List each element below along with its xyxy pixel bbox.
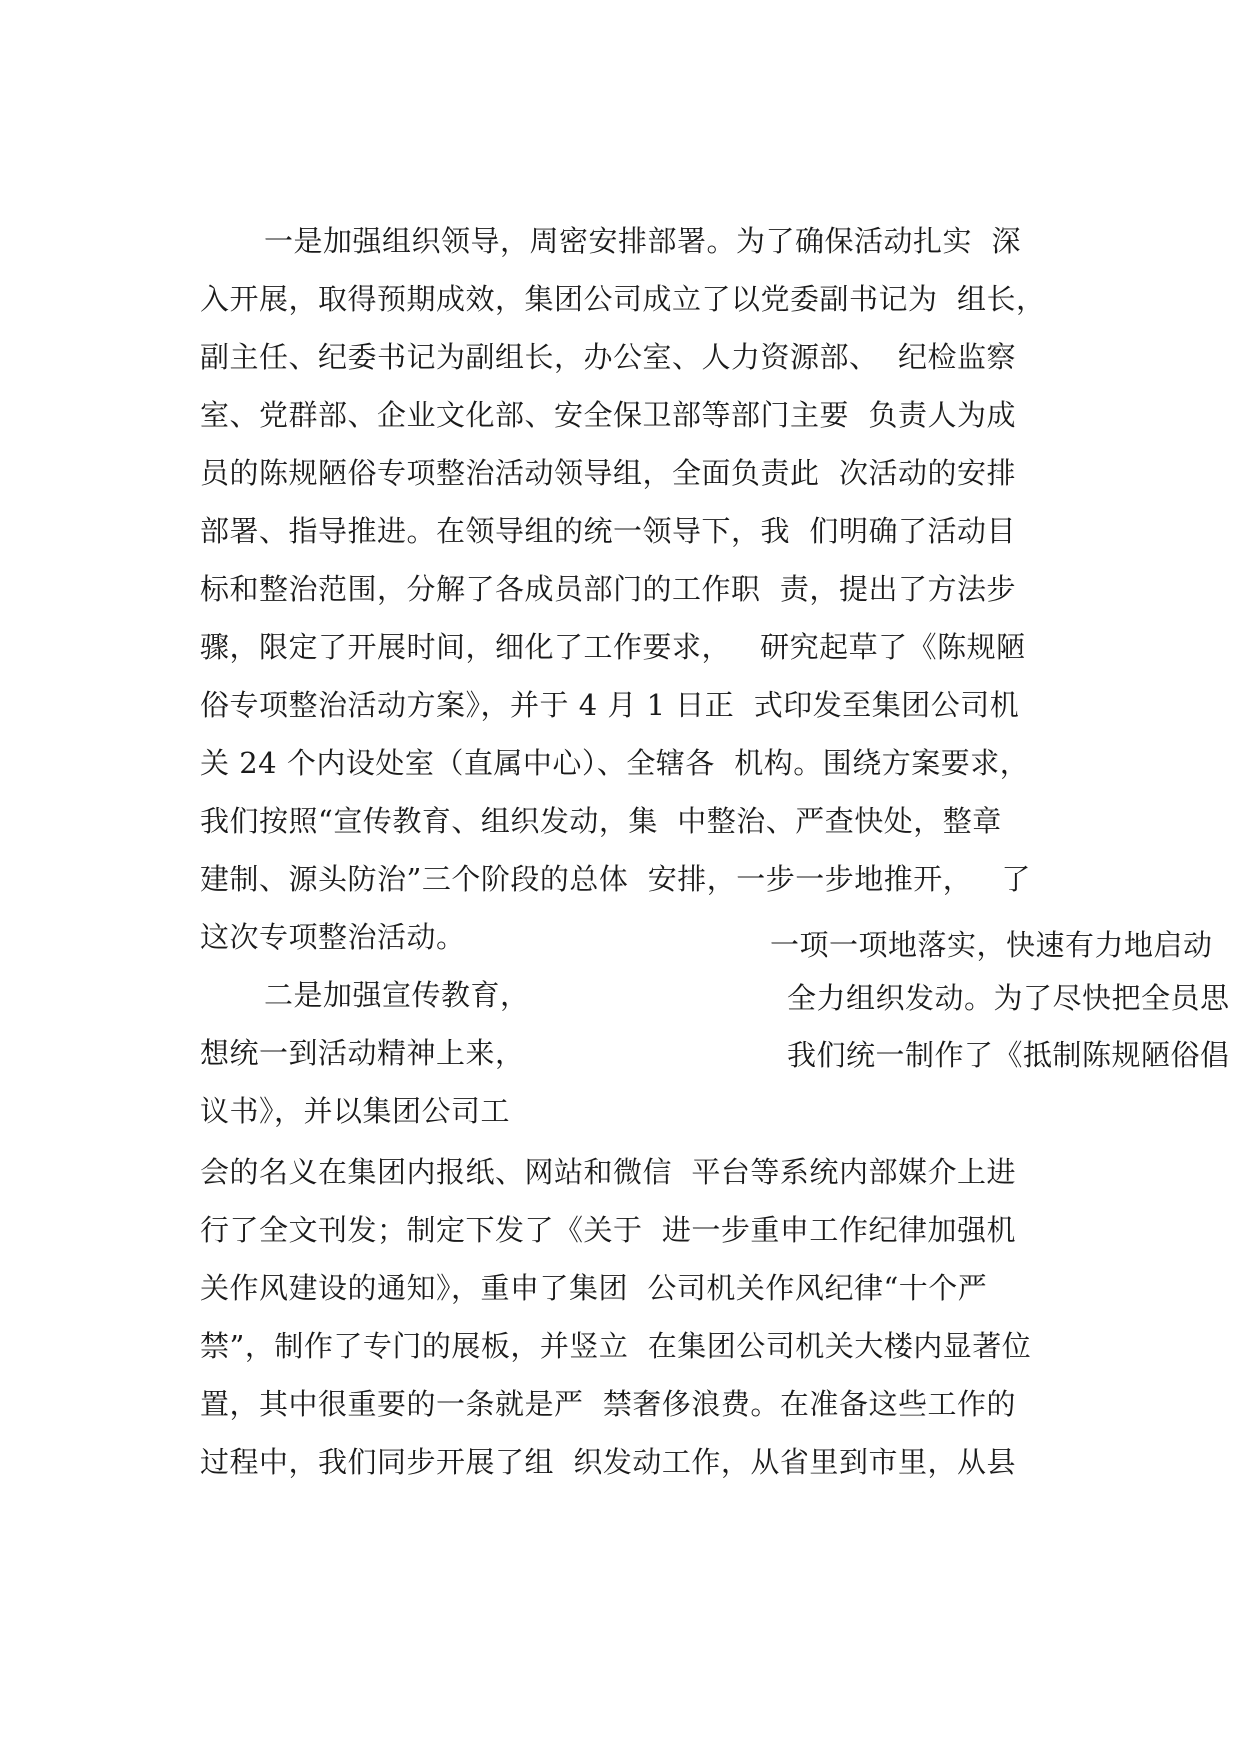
paragraph-2-line-3: 议书》，并以集团公司工 xyxy=(200,1094,511,1128)
paragraph-1-line-4: 室、党群部、企业文化部、安全保卫部等部门主要 负责人为成 xyxy=(200,398,1016,432)
paragraph-1-line-11: 我们按照“宣传教育、组织发动，集 中整治、严查快处，整章 xyxy=(200,804,1002,838)
right-fragment-line-3: 我们统一制作了《抵制陈规陋俗倡 xyxy=(787,1038,1230,1072)
right-fragment-line-1: 一项一项地落实，快速有力地启动 xyxy=(770,928,1213,962)
paragraph-1-line-9: 俗专项整治活动方案》，并于 4 月 1 日正 式印发至集团公司机 xyxy=(200,688,1020,722)
paragraph-1-line-6: 部署、指导推进。在领导组的统一领导下，我 们明确了活动目 xyxy=(200,514,1016,548)
paragraph-2-line-4: 会的名义在集团内报纸、网站和微信 平台等系统内部媒介上进 xyxy=(200,1155,1016,1189)
paragraph-1-line-3: 副主任、纪委书记为副组长，办公室、人力资源部、 纪检监察 xyxy=(200,340,1016,374)
paragraph-1-line-10: 关 24 个内设处室（直属中心）、全辖各 机构。围绕方案要求， xyxy=(200,746,1030,780)
paragraph-1-line-1: 一是加强组织领导，周密安排部署。为了确保活动扎实 深 xyxy=(264,224,1021,258)
paragraph-2-line-7: 禁”，制作了专门的展板，并竖立 在集团公司机关大楼内显著位 xyxy=(200,1329,1032,1363)
paragraph-2-line-1: 二是加强宣传教育， xyxy=(264,978,530,1012)
paragraph-2-line-2: 想统一到活动精神上来， xyxy=(200,1036,525,1070)
paragraph-2-line-8: 置，其中很重要的一条就是严 禁奢侈浪费。在准备这些工作的 xyxy=(200,1387,1016,1421)
paragraph-1-line-8: 骤，限定了开展时间，细化了工作要求， 研究起草了《陈规陋 xyxy=(200,630,1026,664)
paragraph-1-line-13: 这次专项整治活动。 xyxy=(200,920,466,954)
paragraph-1-line-5: 员的陈规陋俗专项整治活动领导组，全面负责此 次活动的安排 xyxy=(200,456,1016,490)
right-fragment-line-2: 全力组织发动。为了尽快把全员思 xyxy=(787,981,1230,1015)
paragraph-1-line-12: 建制、源头防治”三个阶段的总体 安排，一步一步地推开， 了 xyxy=(200,862,1031,896)
paragraph-2-line-9: 过程中，我们同步开展了组 织发动工作，从省里到市里，从县 xyxy=(200,1445,1016,1479)
paragraph-2-line-6: 关作风建设的通知》，重申了集团 公司机关作风纪律“十个严 xyxy=(200,1271,988,1305)
paragraph-1-line-7: 标和整治范围，分解了各成员部门的工作职 责，提出了方法步 xyxy=(200,572,1016,606)
paragraph-2-line-5: 行了全文刊发；制定下发了《关于 进一步重申工作纪律加强机 xyxy=(200,1213,1016,1247)
paragraph-1-line-2: 入开展，取得预期成效，集团公司成立了以党委副书记为 组长， xyxy=(200,282,1046,316)
